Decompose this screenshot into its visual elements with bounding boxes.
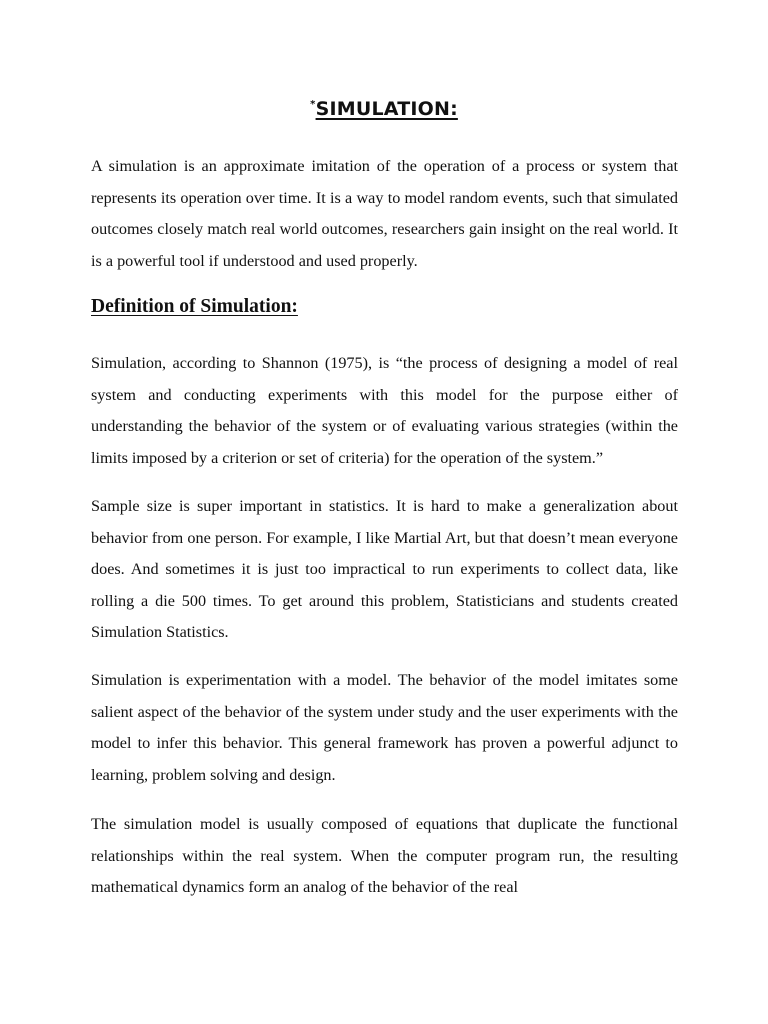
- paragraph-shannon-definition: Simulation, according to Shannon (1975), is “the process of designing a model of real system and conducting experiments with this model for the purpose either of understanding the behavior of the system or of evaluating various strategies (within the limits imposed by a criterion or set of criteria) for the operation of the system.”: [91, 354, 678, 467]
- paragraph-sample-size: Sample size is super important in statistics. It is hard to make a generalization about behavior from one person. For example, I like Martial Art, but that doesn’t mean everyone does. And sometimes it is just too impractical to run experiments to collect data, like rolling a die 500 times. To get around this problem, Statisticians and students created Simulation Statistics.: [91, 497, 678, 641]
- title-text: SIMULATION:: [315, 98, 458, 120]
- paragraph-experimentation: Simulation is experimentation with a model. The behavior of the model imitates some salient aspect of the behavior of the system under study and the user experiments with the model to infer this behavior. This general framework has proven a powerful adjunct to learning, problem solving and design.: [91, 671, 678, 784]
- definition-heading: Definition of Simulation:: [91, 296, 298, 317]
- title-asterisk: *: [310, 99, 316, 110]
- intro-paragraph: A simulation is an approximate imitation of the operation of a process or system that represents its operation over time. It is a way to model random events, such that simulated outcomes closely match real world outcomes, researchers gain insight on the real world. It is a powerful tool if understood and used properly.: [91, 157, 678, 270]
- page-title: [0, 98, 768, 120]
- paragraph-simulation-model: The simulation model is usually composed of equations that duplicate the functional relationships within the real system. When the computer program run, the resulting mathematical dynamics form an analog of the behavior of the real: [91, 815, 678, 896]
